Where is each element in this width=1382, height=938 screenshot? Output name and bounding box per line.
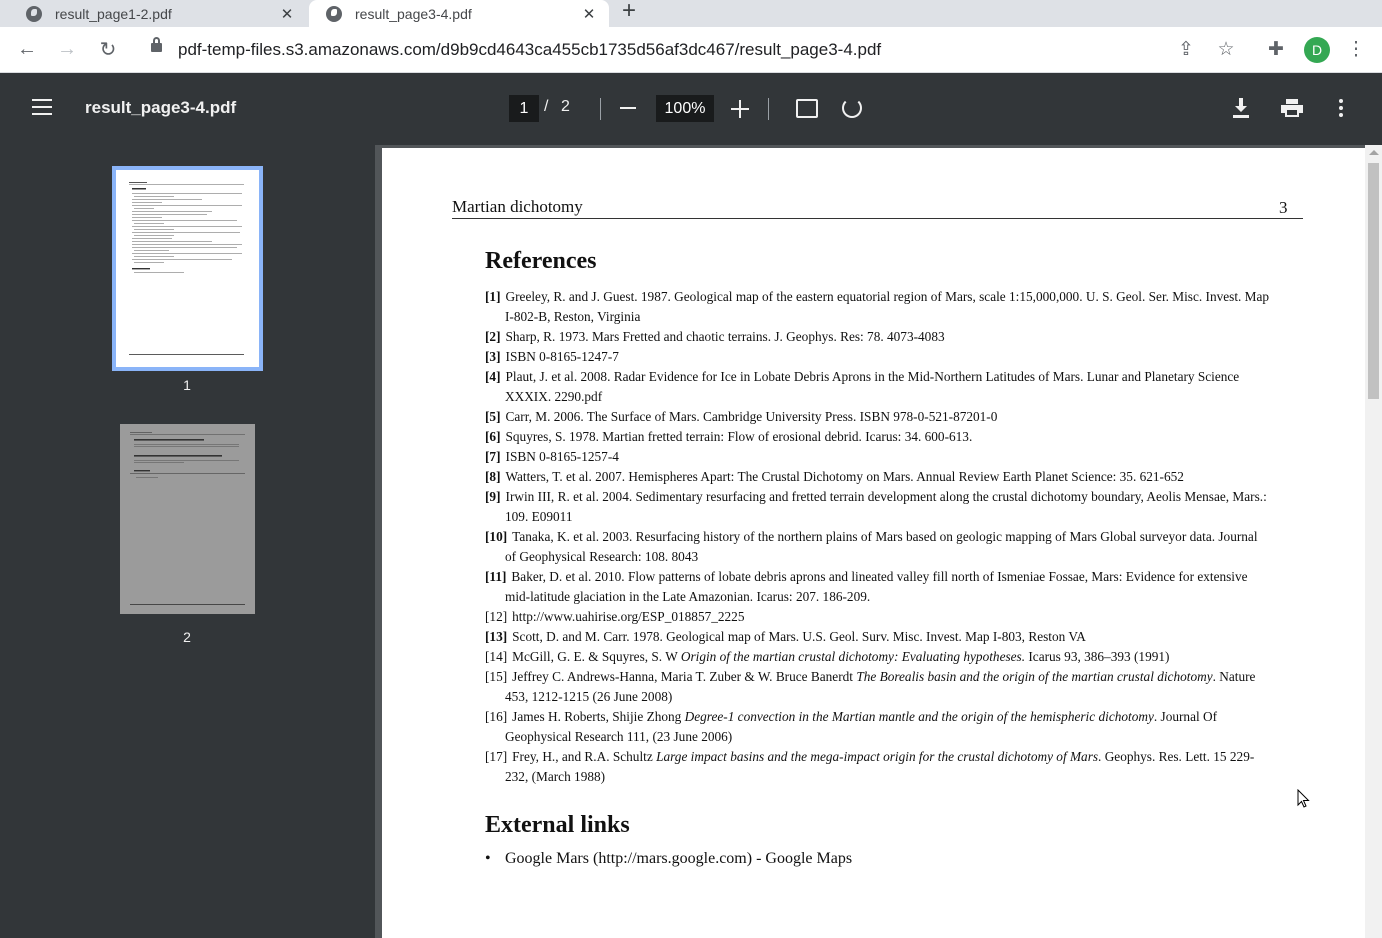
reference-text: Watters, T. et al. 2007. Hemispheres Apart: The Crustal Dichotomy on Mars. Annual Review Earth Planet Science: 35. 621-652	[505, 469, 1184, 484]
scrollbar[interactable]	[1365, 145, 1382, 938]
reference-number: [11]	[485, 569, 507, 584]
tab-result-page3-4[interactable]	[309, 0, 609, 27]
external-links-heading: External links	[485, 812, 630, 838]
total-pages: 2	[561, 98, 570, 115]
reference-text: James H. Roberts, Shijie Zhong	[512, 709, 685, 724]
reference-text: Scott, D. and M. Carr. 1978. Geological map of Mars. U.S. Geol. Surv. Misc. Invest. Map I-803, Reston VA	[512, 629, 1086, 644]
reference-text: ISBN 0-8165-1247-7	[505, 349, 619, 364]
header-rule	[452, 218, 1303, 219]
reference-title: The Borealis basin and the origin of the martian crustal dichotomy	[856, 669, 1213, 684]
reference-item	[485, 707, 1270, 747]
close-icon[interactable]: ✕	[582, 5, 596, 23]
reference-number: [4]	[485, 369, 501, 384]
pdf-toolbar	[0, 73, 1382, 145]
reference-title: Degree-1 convection in the Martian mantle and the origin of the hemispheric dichotomy	[684, 709, 1154, 724]
scrollbar-thumb[interactable]	[1368, 163, 1379, 399]
external-link[interactable]: Google Mars (http://mars.google.com) - Google Maps	[505, 850, 853, 867]
page-number-input[interactable]: 1	[509, 95, 539, 122]
bullet: •	[485, 850, 491, 867]
tab-title: result_page3-4.pdf	[355, 5, 472, 22]
reference-item	[485, 467, 1270, 487]
reference-item	[485, 527, 1270, 567]
reference-item	[485, 407, 1270, 427]
reference-number: [7]	[485, 449, 501, 464]
reference-text: Baker, D. et al. 2010. Flow patterns of lobate debris aprons and lineated valley fill north of Ismeniae Fossae, Mars: Evidence for extensive mid-latitude glaciation in the Late Amazonian. Icarus: 207. 186-209.	[505, 569, 1248, 604]
print-icon[interactable]	[1281, 99, 1303, 117]
profile-avatar[interactable]: D	[1304, 37, 1330, 63]
browser-menu-icon[interactable]: ⋮	[1346, 38, 1366, 60]
address-bar-url[interactable]: pdf-temp-files.s3.amazonaws.com/d9b9cd4643ca455cb1735d56af3dc467/result_page3-4.pdf	[178, 40, 882, 59]
reference-item	[485, 607, 1270, 627]
mouse-cursor-icon	[1297, 789, 1310, 809]
thumbnail-preview	[120, 424, 255, 614]
tab-strip	[0, 0, 1382, 27]
reference-text: Frey, H., and R.A. Schultz	[512, 749, 657, 764]
forward-arrow-icon[interactable]: →	[57, 37, 77, 60]
reference-item	[485, 647, 1270, 667]
reference-title: Large impact basins and the mega-impact origin for the crustal dichotomy of Mars	[656, 749, 1099, 764]
running-title: Martian dichotomy	[452, 197, 583, 216]
hamburger-menu-icon[interactable]	[32, 99, 52, 115]
reference-text: Squyres, S. 1978. Martian fretted terrain: Flow of erosional debrid. Icarus: 34. 600-613.	[505, 429, 973, 444]
reference-item	[485, 447, 1270, 467]
reference-item	[485, 327, 1270, 347]
share-icon[interactable]: ⇪	[1178, 38, 1194, 60]
reference-item	[485, 347, 1270, 367]
reference-number: [14]	[485, 649, 508, 664]
reference-number: [12]	[485, 609, 508, 624]
reference-item	[485, 667, 1270, 707]
list-item	[485, 850, 852, 868]
thumbnail-label: 2	[183, 629, 191, 645]
reference-text: Greeley, R. and J. Guest. 1987. Geological map of the eastern equatorial region of Mars, scale 1:15,000,000. U. S. Geol. Ser. Misc. Invest. Map I-802-B, Reston, Virginia	[505, 289, 1270, 324]
reference-tail: . Geophys. Res. Lett. 15 229-232, (March 1988)	[505, 749, 1255, 784]
reference-text: Tanaka, K. et al. 2003. Resurfacing history of the northern plains of Mars based on geologic mapping of Mars Global surveyor data. Journal of Geophysical Research: 108. 8043	[505, 529, 1258, 564]
thumbnail-sidebar	[0, 145, 375, 938]
page-thumbnail-1[interactable]	[112, 166, 263, 371]
zoom-out-icon[interactable]	[620, 107, 636, 109]
rotate-icon[interactable]	[842, 98, 862, 118]
reference-item	[485, 567, 1270, 607]
fit-to-page-icon[interactable]	[796, 99, 818, 118]
references-list	[485, 287, 1270, 787]
reference-number: [1]	[485, 289, 501, 304]
reference-text: http://www.uahirise.org/ESP_018857_2225	[512, 609, 745, 624]
reference-tail: Icarus 93, 386–393 (1991)	[1025, 649, 1170, 664]
bookmark-star-icon[interactable]: ☆	[1217, 38, 1235, 60]
extensions-puzzle-icon[interactable]: ✚	[1268, 38, 1284, 60]
reference-text: Carr, M. 2006. The Surface of Mars. Cambridge University Press. ISBN 978-0-521-87201-0	[505, 409, 998, 424]
close-icon[interactable]: ✕	[280, 5, 294, 23]
download-icon[interactable]	[1232, 98, 1250, 118]
reload-icon[interactable]: ↻	[99, 38, 117, 61]
back-arrow-icon[interactable]: ←	[17, 37, 37, 60]
thumbnail-preview	[119, 173, 256, 364]
reference-number: [10]	[485, 529, 508, 544]
tab-title: result_page1-2.pdf	[55, 5, 172, 22]
references-heading: References	[485, 248, 597, 274]
more-options-icon[interactable]	[1339, 99, 1343, 117]
reference-number: [6]	[485, 429, 501, 444]
reference-text: Sharp, R. 1973. Mars Fretted and chaotic terrains. J. Geophys. Res: 78. 4073-4083	[505, 329, 945, 344]
toolbar-divider	[600, 98, 601, 120]
reference-text: McGill, G. E. & Squyres, S. W	[512, 649, 681, 664]
lock-icon[interactable]	[151, 43, 162, 52]
browser-toolbar	[0, 27, 1382, 73]
toolbar-divider	[768, 98, 769, 120]
reference-item	[485, 287, 1270, 327]
reference-text: Jeffrey C. Andrews-Hanna, Maria T. Zuber & W. Bruce Banerdt	[512, 669, 857, 684]
pdf-file-title: result_page3-4.pdf	[85, 98, 237, 117]
reference-number: [17]	[485, 749, 508, 764]
reference-number: [3]	[485, 349, 501, 364]
reference-tail: . Journal Of Geophysical Research 111, (23 June 2006)	[505, 709, 1218, 744]
reference-title: Origin of the martian crustal dichotomy: Evaluating hypotheses.	[680, 649, 1026, 664]
pdf-viewer[interactable]	[375, 145, 1382, 938]
zoom-in-icon[interactable]	[731, 100, 749, 118]
reference-number: [15]	[485, 669, 508, 684]
reference-item	[485, 747, 1270, 787]
reference-item	[485, 427, 1270, 447]
reference-item	[485, 627, 1270, 647]
reference-number: [5]	[485, 409, 501, 424]
reference-number: [2]	[485, 329, 501, 344]
pdf-page	[382, 148, 1365, 938]
reference-number: [13]	[485, 629, 508, 644]
reference-item	[485, 487, 1270, 527]
reference-number: [9]	[485, 489, 501, 504]
page-separator: /	[544, 98, 549, 115]
reference-text: ISBN 0-8165-1257-4	[505, 449, 619, 464]
thumbnail-label: 1	[183, 377, 191, 393]
page-number: 3	[1279, 198, 1288, 217]
tab-result-page1-2[interactable]	[0, 0, 307, 27]
zoom-input[interactable]: 100%	[656, 95, 714, 122]
reference-number: [16]	[485, 709, 508, 724]
new-tab-icon[interactable]: +	[622, 0, 637, 24]
reference-text: Irwin III, R. et al. 2004. Sedimentary resurfacing and fretted terrain development along the crustal dichotomy boundary, Aeolis Mensae, Mars.: 109. E09011	[505, 489, 1267, 524]
globe-icon	[326, 6, 342, 22]
reference-number: [8]	[485, 469, 501, 484]
reference-item	[485, 367, 1270, 407]
reference-text: Plaut, J. et al. 2008. Radar Evidence for Ice in Lobate Debris Aprons in the Mid-Northern Latitudes of Mars. Lunar and Planetary Science XXXIX. 2290.pdf	[505, 369, 1240, 404]
globe-icon	[26, 6, 42, 22]
page-thumbnail-2[interactable]	[120, 424, 255, 614]
reference-tail: . Nature 453, 1212-1215 (26 June 2008)	[505, 669, 1256, 704]
scroll-up-icon[interactable]	[1369, 150, 1379, 155]
